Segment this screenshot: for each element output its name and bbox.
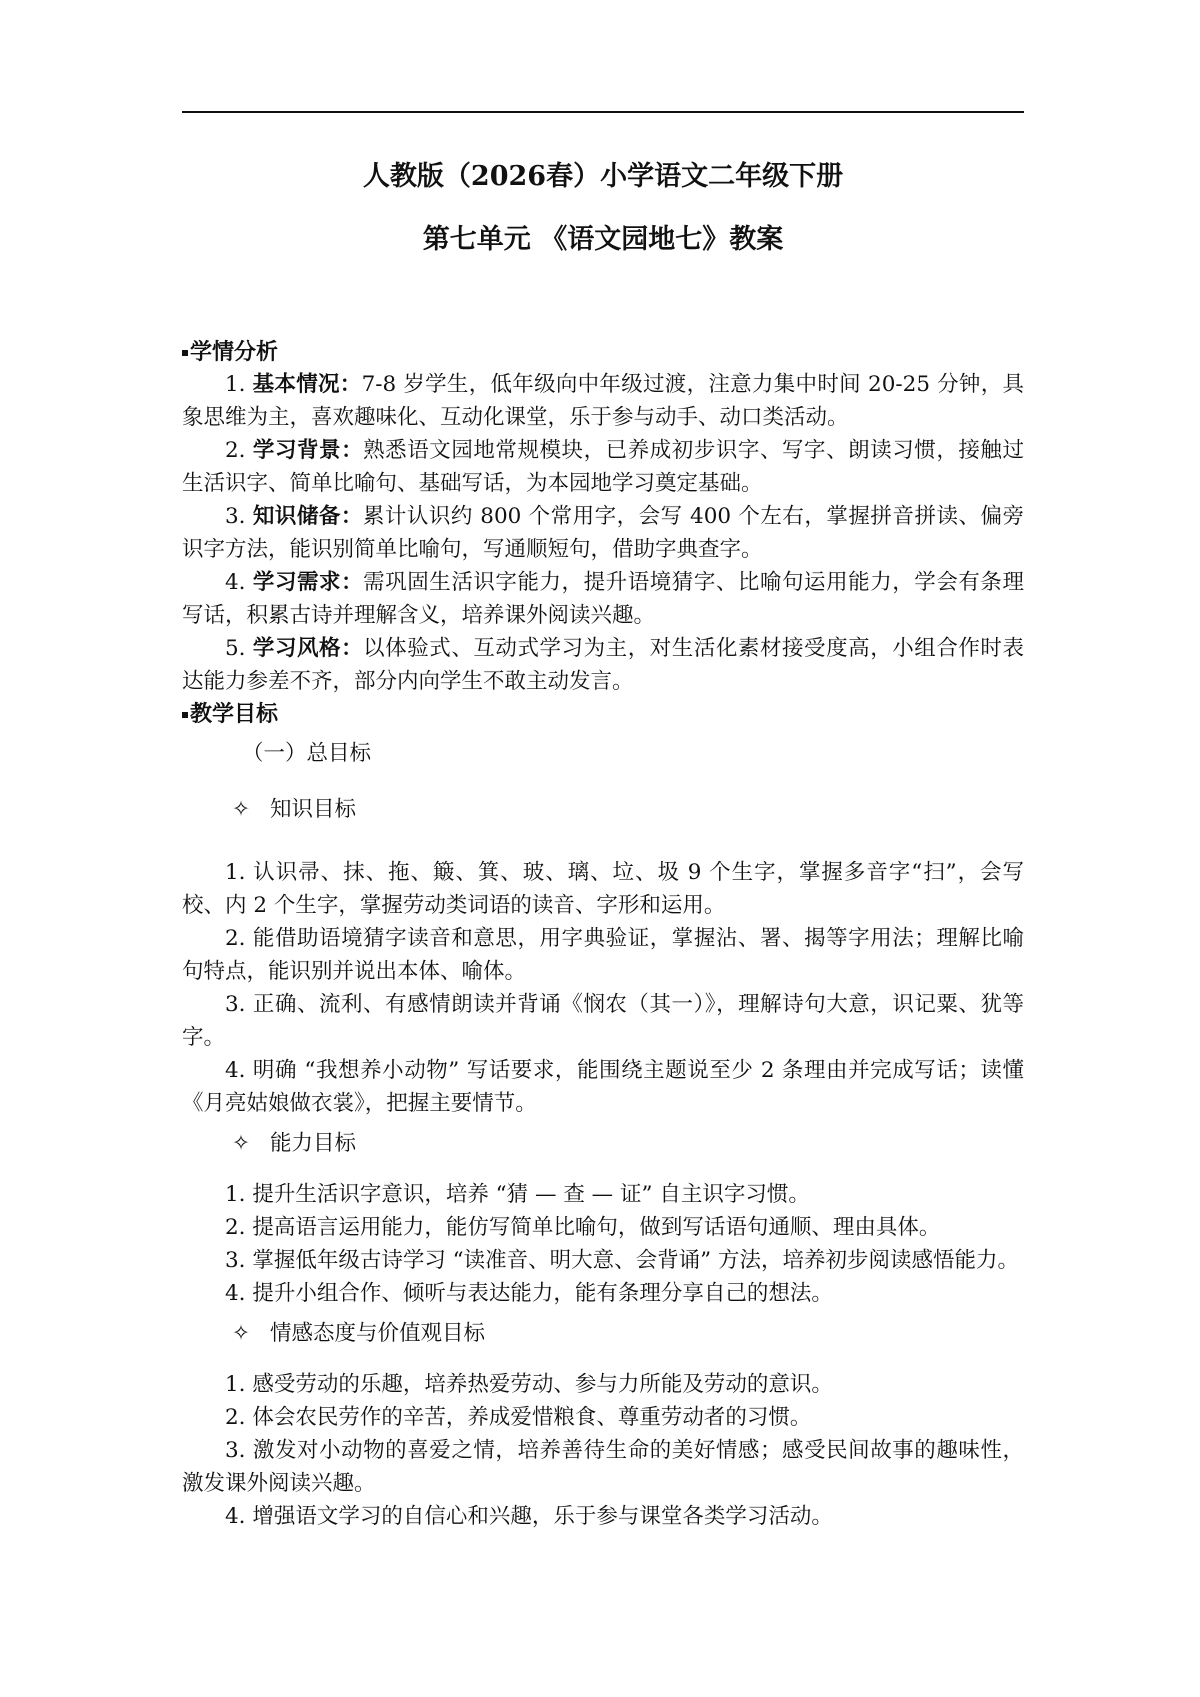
goal-item: 3. 激发对小动物的喜爱之情，培养善待生命的美好情感；感受民间故事的趣味性，激发课外阅读兴趣。 [182,1438,1024,1496]
document-title: 人教版（2026春）小学语文二年级下册 [362,161,844,192]
objectives-subheading: （一）总目标 [242,741,372,766]
goal-item: 1. 提升生活识字意识，培养 “猜 — 查 — 证” 自主识字习惯。 [225,1182,810,1207]
goal-group-title-knowledge: ✧ 知识目标 [182,794,1024,826]
goal-item: 2. 提高语言运用能力，能仿写简单比喻句，做到写话语句通顺、理由具体。 [225,1215,941,1240]
goal-group-title-values: ✧ 情感态度与价值观目标 [182,1318,1024,1350]
goal-item: 3. 掌握低年级古诗学习 “读准音、明大意、会背诵” 方法，培养初步阅读感悟能力。 [225,1248,1020,1273]
goal-item: 2. 体会农民劳作的辛苦，养成爱惜粮食、尊重劳动者的习惯。 [225,1405,812,1430]
bullet-square-icon [182,350,188,356]
section-heading-objectives: 教学目标 [182,698,1024,730]
header-rule [182,111,1024,113]
goal-item: 1. 感受劳动的乐趣，培养热爱劳动、参与力所能及劳动的意识。 [225,1372,833,1397]
analysis-item: 1. 基本情况：7-8 岁学生，低年级向中年级过渡，注意力集中时间 20-25 分钟，具象思维为主，喜欢趣味化、互动化课堂，乐于参与动手、动口类活动。 [182,372,1024,430]
document-body [182,336,1024,1533]
goal-item: 4. 提升小组合作、倾听与表达能力，能有条理分享自己的想法。 [225,1281,833,1306]
goal-item: 2. 能借助语境猜字读音和意思，用字典验证，掌握沾、署、揭等字用法；理解比喻句特点，能识别并说出本体、喻体。 [182,926,1024,984]
bullet-square-icon [182,712,188,718]
analysis-item: 5. 学习风格：以体验式、互动式学习为主，对生活化素材接受度高，小组合作时表达能力参差不齐，部分内向学生不敢主动发言。 [182,636,1024,694]
goal-item: 4. 增强语文学习的自信心和兴趣，乐于参与课堂各类学习活动。 [225,1504,833,1529]
goal-group-title-ability: ✧ 能力目标 [182,1128,1024,1160]
sparkle-star-icon: ✧ [232,1321,251,1346]
analysis-item: 2. 学习背景：熟悉语文园地常规模块，已养成初步识字、写字、朗读习惯，接触过生活识字、简单比喻句、基础写话，为本园地学习奠定基础。 [182,438,1024,496]
document-subtitle: 第七单元 《语文园地七》教案 [422,224,784,255]
goal-item: 4. 明确 “我想养小动物” 写话要求，能围绕主题说至少 2 条理由并完成写话；读懂《月亮姑娘做衣裳》，把握主要情节。 [182,1058,1024,1116]
sparkle-star-icon: ✧ [232,797,251,822]
goal-item: 3. 正确、流利、有感情朗读并背诵《悯农（其一）》，理解诗句大意，识记粟、犹等字。 [182,992,1024,1050]
goal-item: 1. 认识帚、抹、拖、簸、箕、玻、璃、垃、圾 9 个生字，掌握多音字“扫”，会写校、内 2 个生字，掌握劳动类词语的读音、字形和运用。 [182,860,1024,918]
analysis-item: 4. 学习需求：需巩固生活识字能力，提升语境猜字、比喻句运用能力，学会有条理写话，积累古诗并理解含义，培养课外阅读兴趣。 [182,570,1024,628]
section-heading-analysis: 学情分析 [182,336,1024,368]
analysis-item: 3. 知识储备：累计认识约 800 个常用字，会写 400 个左右，掌握拼音拼读、偏旁识字方法，能识别简单比喻句，写通顺短句，借助字典查字。 [182,504,1024,562]
sparkle-star-icon: ✧ [232,1131,251,1156]
